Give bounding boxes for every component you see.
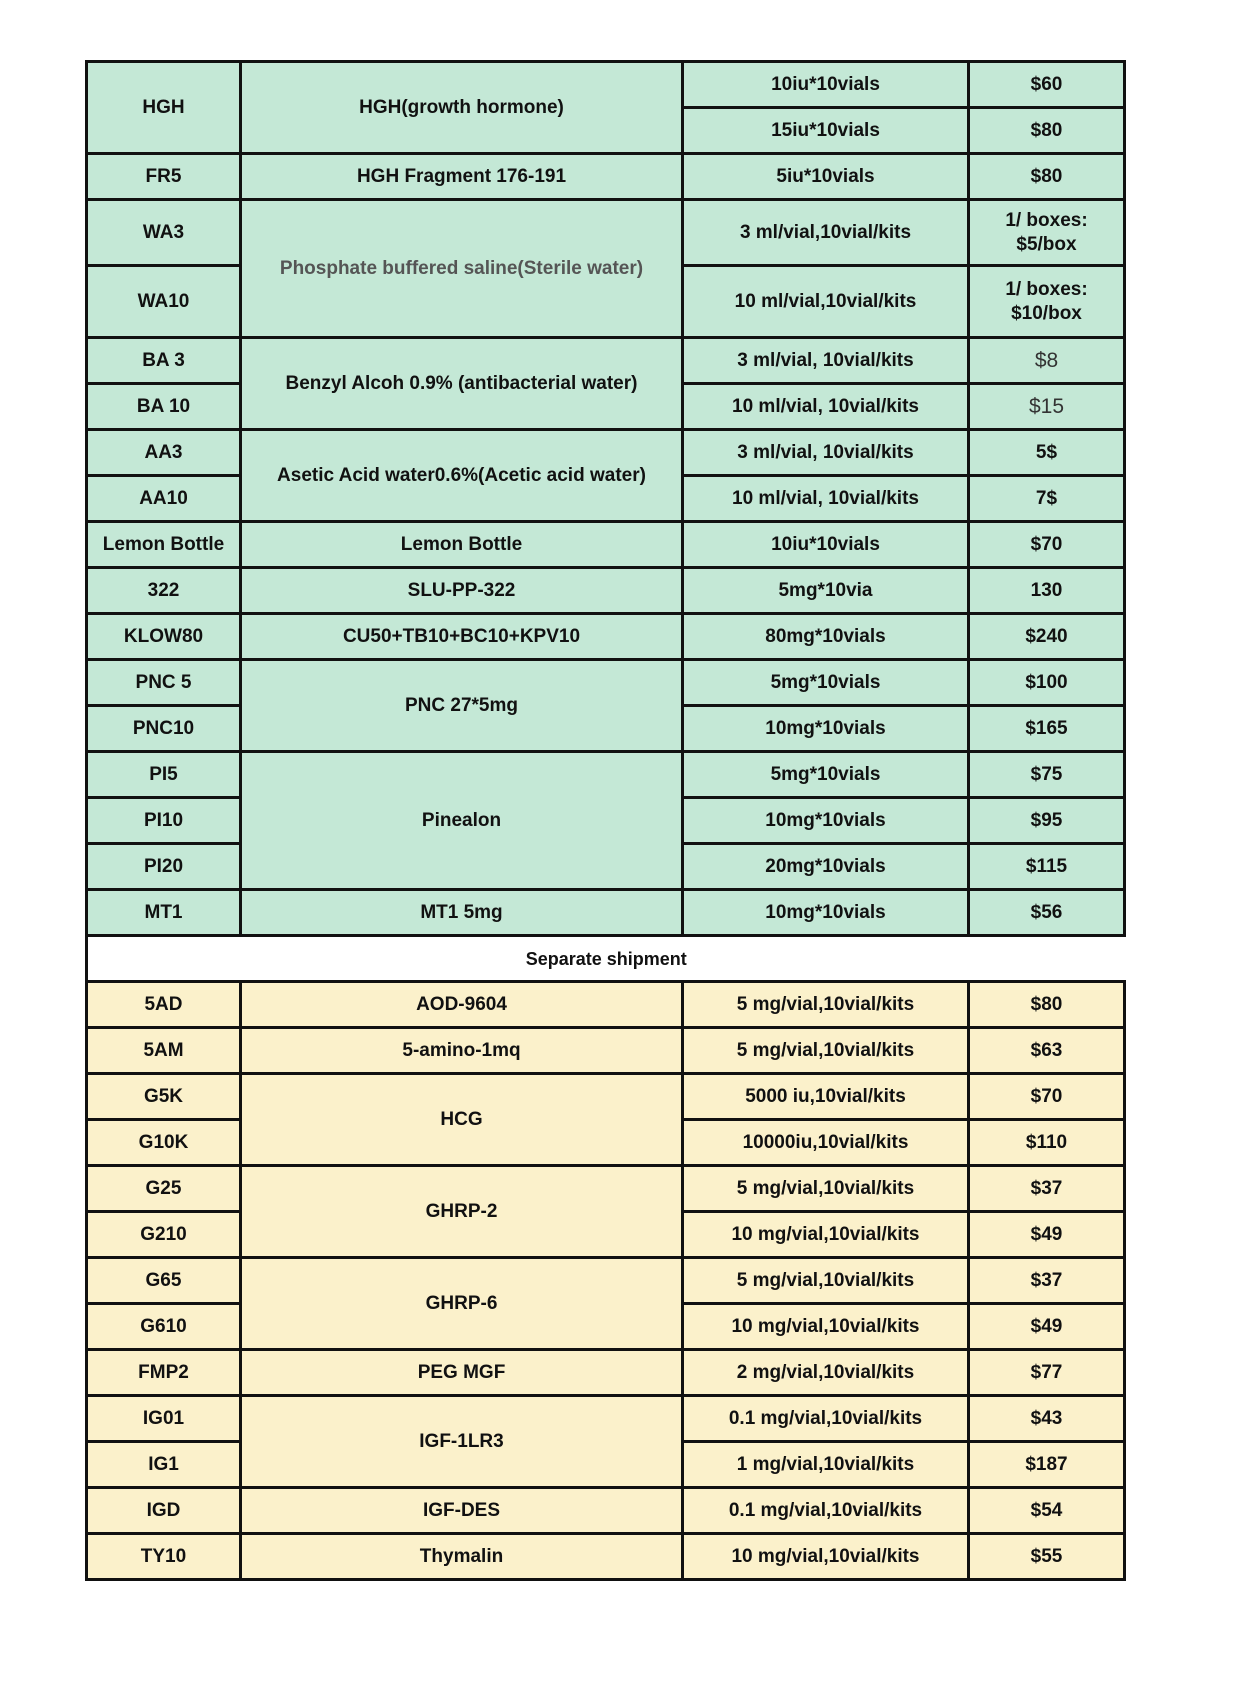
product-spec: 10 mg/vial,10vial/kits — [683, 1304, 969, 1350]
product-code: IGD — [87, 1488, 241, 1534]
product-price: 7$ — [969, 476, 1125, 522]
product-spec: 5 mg/vial,10vial/kits — [683, 1028, 969, 1074]
table-row — [87, 752, 1125, 798]
table-row — [87, 614, 1125, 660]
product-name: AOD-9604 — [241, 982, 683, 1028]
product-price: $70 — [969, 522, 1125, 568]
product-price: 130 — [969, 568, 1125, 614]
product-price: $43 — [969, 1396, 1125, 1442]
table-row — [87, 1258, 1125, 1304]
product-code: FR5 — [87, 154, 241, 200]
product-code: IG1 — [87, 1442, 241, 1488]
product-spec: 3 ml/vial,10vial/kits — [683, 200, 969, 266]
product-price: $15 — [969, 384, 1125, 430]
table-row — [87, 430, 1125, 476]
product-code: PNC 5 — [87, 660, 241, 706]
table-row — [87, 660, 1125, 706]
product-price: 5$ — [969, 430, 1125, 476]
product-name: IGF-DES — [241, 1488, 683, 1534]
product-code: KLOW80 — [87, 614, 241, 660]
product-name: HGH Fragment 176-191 — [241, 154, 683, 200]
product-code: G25 — [87, 1166, 241, 1212]
product-code: BA 10 — [87, 384, 241, 430]
product-price: $80 — [969, 982, 1125, 1028]
product-name: CU50+TB10+BC10+KPV10 — [241, 614, 683, 660]
product-spec: 5mg*10via — [683, 568, 969, 614]
price-line-2: $10/box — [1011, 302, 1082, 324]
product-name: Pinealon — [241, 752, 683, 890]
product-price: $55 — [969, 1534, 1125, 1580]
table-row — [87, 1534, 1125, 1580]
product-spec: 3 ml/vial, 10vial/kits — [683, 338, 969, 384]
table-row — [87, 62, 1125, 108]
product-price: $60 — [969, 62, 1125, 108]
table-row — [87, 982, 1125, 1028]
product-code: PI20 — [87, 844, 241, 890]
product-code: PI10 — [87, 798, 241, 844]
product-name: SLU-PP-322 — [241, 568, 683, 614]
product-name: HGH(growth hormone) — [241, 62, 683, 154]
product-name: GHRP-2 — [241, 1166, 683, 1258]
product-spec: 10iu*10vials — [683, 522, 969, 568]
product-price: $115 — [969, 844, 1125, 890]
separate-shipment-label: Separate shipment — [87, 936, 1125, 982]
product-spec: 1 mg/vial,10vial/kits — [683, 1442, 969, 1488]
table-row — [87, 1028, 1125, 1074]
product-spec: 10 ml/vial, 10vial/kits — [683, 384, 969, 430]
separator-row — [87, 936, 1125, 982]
product-price: $187 — [969, 1442, 1125, 1488]
product-spec: 10 mg/vial,10vial/kits — [683, 1534, 969, 1580]
product-code: BA 3 — [87, 338, 241, 384]
product-spec: 10 ml/vial,10vial/kits — [683, 266, 969, 338]
table-row — [87, 1166, 1125, 1212]
product-code: G610 — [87, 1304, 241, 1350]
product-spec: 5mg*10vials — [683, 752, 969, 798]
product-code: HGH — [87, 62, 241, 154]
product-name: HCG — [241, 1074, 683, 1166]
product-code: 5AD — [87, 982, 241, 1028]
product-name: Phosphate buffered saline(Sterile water) — [241, 200, 683, 338]
product-price: $63 — [969, 1028, 1125, 1074]
product-name: 5-amino-1mq — [241, 1028, 683, 1074]
product-spec: 10000iu,10vial/kits — [683, 1120, 969, 1166]
price-list-table — [85, 60, 1126, 1581]
product-code: IG01 — [87, 1396, 241, 1442]
product-code: WA3 — [87, 200, 241, 266]
product-price: $77 — [969, 1350, 1125, 1396]
product-spec: 2 mg/vial,10vial/kits — [683, 1350, 969, 1396]
product-spec: 0.1 mg/vial,10vial/kits — [683, 1488, 969, 1534]
product-code: WA10 — [87, 266, 241, 338]
product-spec: 5 mg/vial,10vial/kits — [683, 982, 969, 1028]
product-name: PEG MGF — [241, 1350, 683, 1396]
product-name: Lemon Bottle — [241, 522, 683, 568]
product-spec: 5000 iu,10vial/kits — [683, 1074, 969, 1120]
product-code: PNC10 — [87, 706, 241, 752]
table-row — [87, 154, 1125, 200]
table-row — [87, 338, 1125, 384]
product-price — [969, 200, 1125, 266]
product-price: $37 — [969, 1258, 1125, 1304]
product-spec: 10 ml/vial, 10vial/kits — [683, 476, 969, 522]
product-code: Lemon Bottle — [87, 522, 241, 568]
product-spec: 10mg*10vials — [683, 706, 969, 752]
table-row — [87, 200, 1125, 266]
product-spec: 5iu*10vials — [683, 154, 969, 200]
table-row — [87, 568, 1125, 614]
product-price — [969, 266, 1125, 338]
product-code: AA3 — [87, 430, 241, 476]
product-name: GHRP-6 — [241, 1258, 683, 1350]
product-spec: 10 mg/vial,10vial/kits — [683, 1212, 969, 1258]
table-row — [87, 1074, 1125, 1120]
product-spec: 80mg*10vials — [683, 614, 969, 660]
product-spec: 3 ml/vial, 10vial/kits — [683, 430, 969, 476]
product-spec: 5 mg/vial,10vial/kits — [683, 1166, 969, 1212]
product-spec: 0.1 mg/vial,10vial/kits — [683, 1396, 969, 1442]
product-code: G210 — [87, 1212, 241, 1258]
product-name: Asetic Acid water0.6%(Acetic acid water) — [241, 430, 683, 522]
product-spec: 10mg*10vials — [683, 890, 969, 936]
product-code: FMP2 — [87, 1350, 241, 1396]
product-code: 322 — [87, 568, 241, 614]
product-spec: 10mg*10vials — [683, 798, 969, 844]
price-line-2: $5/box — [1016, 233, 1077, 255]
table-row — [87, 1350, 1125, 1396]
product-name: Benzyl Alcoh 0.9% (antibacterial water) — [241, 338, 683, 430]
product-code: G5K — [87, 1074, 241, 1120]
product-price: $240 — [969, 614, 1125, 660]
product-code: G65 — [87, 1258, 241, 1304]
product-price: $165 — [969, 706, 1125, 752]
product-price: $49 — [969, 1304, 1125, 1350]
product-name: MT1 5mg — [241, 890, 683, 936]
price-line-1: 1/ boxes: — [1005, 278, 1088, 300]
product-name: PNC 27*5mg — [241, 660, 683, 752]
product-price: $100 — [969, 660, 1125, 706]
table-row — [87, 890, 1125, 936]
product-code: G10K — [87, 1120, 241, 1166]
product-name: IGF-1LR3 — [241, 1396, 683, 1488]
product-price: $80 — [969, 108, 1125, 154]
product-price: $49 — [969, 1212, 1125, 1258]
product-price: $75 — [969, 752, 1125, 798]
product-code: 5AM — [87, 1028, 241, 1074]
table-row — [87, 522, 1125, 568]
product-price: $56 — [969, 890, 1125, 936]
table-row — [87, 1396, 1125, 1442]
product-price: $95 — [969, 798, 1125, 844]
product-spec: 5 mg/vial,10vial/kits — [683, 1258, 969, 1304]
product-price: $37 — [969, 1166, 1125, 1212]
product-spec: 15iu*10vials — [683, 108, 969, 154]
product-spec: 5mg*10vials — [683, 660, 969, 706]
table-row — [87, 1488, 1125, 1534]
product-code: PI5 — [87, 752, 241, 798]
product-price: $8 — [969, 338, 1125, 384]
product-price: $110 — [969, 1120, 1125, 1166]
product-price: $54 — [969, 1488, 1125, 1534]
product-name: Thymalin — [241, 1534, 683, 1580]
product-price: $70 — [969, 1074, 1125, 1120]
product-code: AA10 — [87, 476, 241, 522]
product-spec: 10iu*10vials — [683, 62, 969, 108]
product-spec: 20mg*10vials — [683, 844, 969, 890]
product-code: MT1 — [87, 890, 241, 936]
product-price: $80 — [969, 154, 1125, 200]
product-code: TY10 — [87, 1534, 241, 1580]
price-line-1: 1/ boxes: — [1005, 209, 1088, 231]
